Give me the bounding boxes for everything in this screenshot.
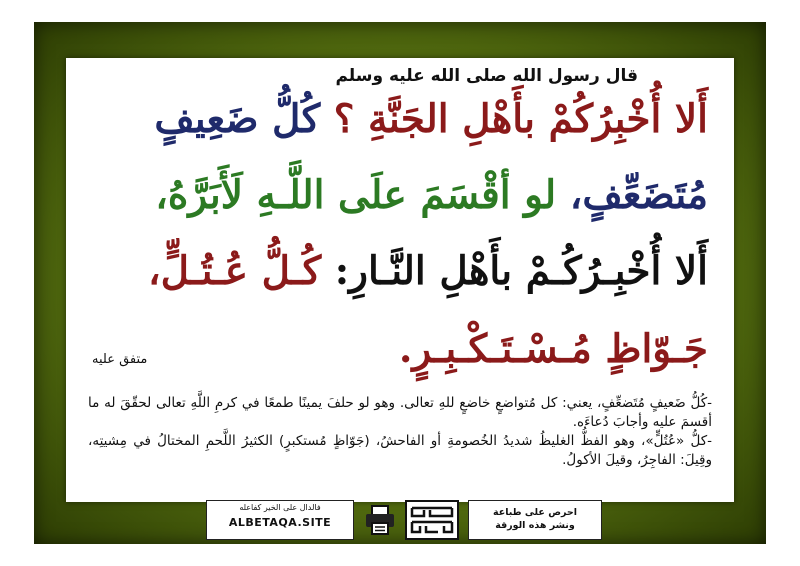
printer-icon (362, 502, 398, 538)
explanation-note-1: -كُلُّ ضَعيفٍ مُتَضعِّفٍ، يعني: كل مُتواضعٍ خاضعٍ للهِ تعالى. وهو لو حلفَ يمينًا طمعًا في كرمِ اللَّهِ تعالى لحقّقَ له ما أقسمَ عليه وأجابَ دُعاءَه. (88, 395, 712, 430)
cta-line-2: ونشر هذه الورقة (495, 520, 575, 531)
hadith-line-2-start: مُتَضَعِّفٍ، (556, 172, 708, 218)
hadith-line-1-answer: كُلُّ ضَعِيفٍ (154, 96, 321, 142)
explanation-notes (88, 394, 712, 470)
site-box (206, 500, 354, 540)
attribution-heading: قال رسول الله صلى الله عليه وسلم (335, 66, 638, 86)
dawah-logo (404, 500, 460, 540)
hadith-line-4 (398, 326, 708, 372)
cta-box (468, 500, 602, 540)
cta-line-1: احرص على طباعة (492, 507, 578, 518)
footer-slogan: فالدال على الخير كفاعله (239, 503, 321, 512)
hadith-line-3 (148, 248, 708, 294)
content-panel (66, 58, 734, 502)
footer-bar (206, 500, 602, 540)
site-link[interactable]: ALBETAQA.SITE (228, 516, 332, 529)
hadith-source: متفق عليه (92, 352, 148, 367)
explanation-note-2: -كلُّ «عُتُلٍّ»، وهو الفظُّ الغليظُ شديدُ الخُصومةِ أو الفاحشُ، (جَوّاظٍ مُستكبرٍ) الكثيرُ اللَّحمِ المختالُ في مِشيتِه، وقِيلَ: الفاجِرُ، وقيلَ الأكولُ. (88, 433, 712, 468)
hadith-line-1 (154, 96, 708, 142)
hadith-line-2 (155, 172, 708, 218)
hadith-line-3-question: أَلا أُخْبِـرُكُـمْ بأَهْلِ النَّـارِ: (321, 248, 708, 294)
hadith-line-1-question: أَلا أُخْبِرُكُمْ بأَهْلِ الجَنَّةِ ؟ (320, 96, 708, 142)
hadith-line-4-text: جَـوّاظٍ مُـسْـتَـكْـبِـرٍ. (398, 326, 708, 372)
hadith-line-2-oath: لو أقْسَمَ علَى اللَّـهِ لَأَبَرَّهُ، (155, 172, 557, 218)
hadith-line-3-answer: كُـلُّ عُـتُـلٍّ، (148, 248, 322, 294)
